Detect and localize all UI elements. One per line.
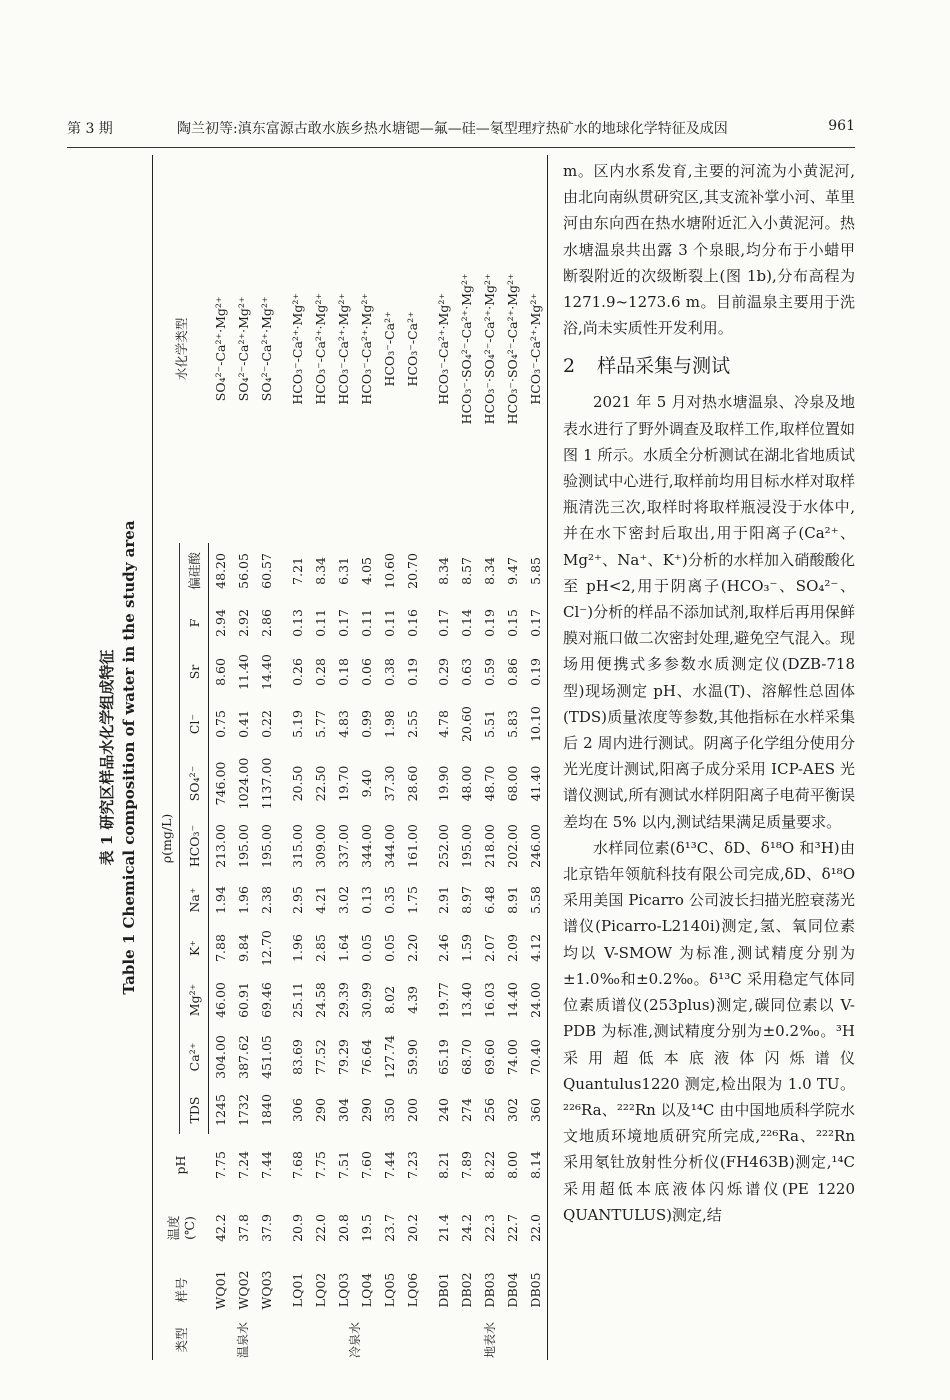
table-cell: 7.89 — [459, 1151, 474, 1179]
table-cell: 20.60 — [459, 706, 474, 742]
table-cell: 240 — [436, 1098, 451, 1122]
table-cell: 20.50 — [290, 765, 305, 802]
table-row — [332, 155, 355, 1360]
table-cell: 16.03 — [482, 982, 497, 1018]
table-cell: 23.7 — [382, 1214, 397, 1242]
header-sample: 样号 — [153, 1260, 209, 1320]
header-f: F — [180, 599, 209, 647]
table-cell: 9.84 — [236, 934, 251, 962]
table-cell: 76.64 — [359, 1039, 374, 1075]
table-cell: 0.05 — [359, 934, 374, 962]
group-label: 地表水 — [424, 1320, 548, 1360]
table-cell: 309.00 — [313, 824, 328, 868]
sample-id-cell: LQ02 — [313, 1272, 328, 1308]
table-cell: 25.11 — [290, 982, 305, 1018]
table-cell: 24.58 — [313, 982, 328, 1018]
sample-id-cell: LQ06 — [405, 1272, 420, 1308]
table-cell: 22.50 — [313, 765, 328, 802]
table-cell: 7.60 — [359, 1151, 374, 1179]
header-concentration-unit: ρ(mg/L) — [153, 543, 180, 1134]
table-row — [355, 155, 378, 1360]
table-cell: 20.2 — [405, 1214, 420, 1242]
table-cell: 20.9 — [290, 1214, 305, 1242]
table-cell: 350 — [382, 1098, 397, 1122]
header-mg: Mg²⁺ — [180, 972, 209, 1028]
table-cell: 8.34 — [313, 557, 328, 585]
table-cell: 337.00 — [336, 824, 351, 868]
table-row — [424, 155, 455, 1360]
table-cell: 0.29 — [436, 658, 451, 686]
table-cell: 8.02 — [382, 986, 397, 1014]
table-cell: 48.20 — [213, 553, 228, 589]
table-cell: 0.41 — [236, 710, 251, 738]
table-cell: 195.00 — [459, 824, 474, 868]
table-cell: HCO₃⁻-Ca²⁺·Mg²⁺ — [359, 293, 374, 405]
table-cell: 1024.00 — [236, 757, 251, 810]
table-cell: 11.40 — [236, 654, 251, 690]
sample-id-cell: DB01 — [436, 1272, 451, 1308]
table-cell: 7.24 — [236, 1151, 251, 1179]
table-cell: SO₄²⁻-Ca²⁺·Mg²⁺ — [212, 296, 228, 402]
table-cell: 0.28 — [313, 658, 328, 686]
table-cell: 161.00 — [405, 824, 420, 868]
sample-id-cell: LQ01 — [290, 1272, 305, 1308]
table-cell: 24.2 — [459, 1214, 474, 1242]
table-cell: HCO₃⁻-Ca²⁺·Mg²⁺ — [313, 293, 328, 405]
table-cell: HCO₃⁻-Ca²⁺ — [405, 311, 420, 387]
table-cell: HCO₃⁻-Ca²⁺ — [382, 311, 397, 387]
table-cell: 246.00 — [524, 816, 548, 876]
table-cell: 1245 — [213, 1094, 228, 1126]
table-cell: HCO₃⁻·SO₄²⁻-Ca²⁺·Mg²⁺ — [482, 273, 497, 425]
table-cell: 19.5 — [359, 1214, 374, 1242]
table-cell: 7.75 — [212, 1151, 228, 1179]
table-cell: 746.00 — [213, 761, 228, 806]
table-row — [309, 155, 332, 1360]
table-cell: 8.60 — [213, 658, 228, 686]
table-cell: 5.77 — [313, 710, 328, 738]
table-cell: 252.00 — [436, 824, 451, 868]
table-cell: 60.57 — [259, 553, 274, 589]
table-cell: 48.00 — [459, 765, 474, 802]
table-cell: 4.12 — [524, 924, 548, 972]
table-cell: 6.31 — [336, 557, 351, 585]
table-cell: 20.70 — [405, 553, 420, 589]
table-cell: 5.58 — [524, 876, 548, 924]
table-cell: 8.14 — [524, 1134, 548, 1196]
table-cell: 22.0 — [524, 1196, 548, 1260]
table-cell: 0.38 — [382, 658, 397, 686]
table-row — [524, 155, 548, 1360]
sample-id-cell: LQ05 — [382, 1272, 397, 1308]
table-cell: 0.22 — [259, 710, 274, 738]
table-cell: 0.14 — [459, 609, 474, 637]
header-tds: TDS — [180, 1086, 209, 1134]
table-cell: 60.91 — [236, 982, 251, 1018]
table-cell: 30.99 — [359, 982, 374, 1018]
table-cell: 8.97 — [459, 886, 474, 914]
table-cell: 13.40 — [459, 982, 474, 1018]
table-cell: 1.94 — [213, 886, 228, 914]
table-cell: 0.06 — [359, 658, 374, 686]
sample-id-cell: WQ02 — [236, 1270, 251, 1310]
table-cell: 4.83 — [336, 710, 351, 738]
table-row — [255, 155, 278, 1360]
table-cell: 12.70 — [259, 930, 274, 966]
table-cell: HCO₃⁻-Ca²⁺·Mg²⁺ — [290, 293, 305, 405]
table-cell: 7.88 — [213, 934, 228, 962]
table-cell: 2.55 — [405, 710, 420, 738]
table-cell: 5.19 — [290, 710, 305, 738]
table-cell: 68.70 — [459, 1039, 474, 1075]
table-cell: 0.75 — [213, 710, 228, 738]
table-cell: 0.17 — [336, 609, 351, 637]
sample-id-cell: DB04 — [505, 1272, 520, 1308]
section-heading — [563, 351, 855, 381]
table-cell: 69.60 — [482, 1039, 497, 1075]
table-cell: 127.74 — [382, 1035, 397, 1079]
sample-id-cell: WQ03 — [259, 1270, 274, 1310]
table-cell: 0.19 — [524, 647, 548, 697]
table-row — [455, 155, 478, 1360]
table-cell: 7.44 — [259, 1151, 274, 1179]
table-cell: 2.91 — [436, 886, 451, 914]
table-body — [209, 155, 548, 1360]
table-area — [80, 155, 550, 1360]
table-cell: HCO₃⁻-Ca²⁺·Mg²⁺ — [524, 155, 548, 543]
table-cell: 3.02 — [336, 886, 351, 914]
table-cell: 1732 — [236, 1094, 251, 1126]
header-ph: pH — [153, 1134, 209, 1196]
table-cell: 0.19 — [482, 609, 497, 637]
table-cell: 10.60 — [382, 553, 397, 589]
table-cell: 213.00 — [213, 824, 228, 868]
table-cell: 19.77 — [436, 982, 451, 1018]
table-cell: SO₄²⁻-Ca²⁺·Mg²⁺ — [259, 296, 274, 402]
section-number: 2 — [563, 355, 576, 378]
group-label: 冷泉水 — [348, 1322, 362, 1359]
table-cell: 5.83 — [505, 710, 520, 738]
table-caption-en: Table 1 Chemical composition of water in the study area — [120, 520, 138, 995]
table-cell: 1.75 — [405, 886, 420, 914]
table-cell: 1.96 — [236, 886, 251, 914]
table-cell: 65.19 — [436, 1039, 451, 1075]
table-cell: 8.00 — [505, 1151, 520, 1179]
table-cell: 304 — [336, 1098, 351, 1122]
table-cell: 195.00 — [236, 824, 251, 868]
table-cell: HCO₃⁻·SO₄²⁻-Ca²⁺·Mg²⁺ — [459, 273, 474, 425]
table-cell: 8.57 — [459, 557, 474, 585]
table-row — [278, 155, 309, 1360]
table-cell: 68.00 — [505, 765, 520, 802]
sample-id-cell: LQ04 — [359, 1272, 374, 1308]
table-cell: 306 — [290, 1098, 305, 1122]
table-cell: 29.39 — [336, 982, 351, 1018]
table-cell: 2.85 — [313, 934, 328, 962]
table-cell: 37.9 — [259, 1214, 274, 1242]
table-cell: 5.85 — [524, 543, 548, 599]
table-cell: 290 — [313, 1098, 328, 1122]
table-cell: 74.00 — [505, 1039, 520, 1075]
sample-id-cell: DB02 — [459, 1272, 474, 1308]
sample-id-cell: DB05 — [524, 1260, 548, 1320]
table-row — [478, 155, 501, 1360]
table-cell: 9.40 — [359, 769, 374, 798]
table-cell: 0.26 — [290, 658, 305, 686]
table-cell: 0.19 — [405, 658, 420, 686]
table-cell: 37.30 — [382, 765, 397, 802]
table-cell: 7.68 — [290, 1151, 305, 1179]
header-h2sio3: 偏硅酸 — [180, 543, 209, 599]
table-cell: 302 — [505, 1098, 520, 1122]
header-rule — [67, 147, 855, 148]
table-cell: SO₄²⁻-Ca²⁺·Mg²⁺ — [236, 296, 251, 402]
table-cell: 5.51 — [482, 710, 497, 738]
issue-label: 第 3 期 — [67, 121, 113, 137]
table-cell: 70.40 — [524, 1028, 548, 1086]
sample-id-cell: DB03 — [482, 1272, 497, 1308]
section-title: 样品采集与测试 — [597, 355, 731, 378]
sample-id-cell: LQ03 — [336, 1272, 351, 1308]
table-cell: 1.96 — [290, 934, 305, 962]
table-cell: 4.21 — [313, 886, 328, 914]
table-cell: 2.95 — [290, 886, 305, 914]
table-cell: 7.44 — [382, 1151, 397, 1179]
table-cell: 2.09 — [505, 934, 520, 962]
table-cell: 2.46 — [436, 934, 451, 962]
table-cell: 83.69 — [290, 1039, 305, 1075]
paragraph-3: 水样同位素(δ¹³C、δD、δ¹⁸O 和³H)由北京锆年领航科技有限公司完成,δD、δ¹⁸O 采用美国 Picarro 公司波长扫描光腔衰荡光谱仪(Picarro-L2140i)测定,氢、氧同位素均以 V-SMOW 为标准,测试精度分别为±1.0‰和±0.2‰。δ¹³C 采用稳定气体同位素质谱仪(253plus)测定,碳同位素以 V-PDB 为标准,测试精度分别为±0.2‰。³H 采用超低本底液体闪烁谱仪 Quantulus1220 测定,检出限为 1.0 TU。²²⁶Ra、²²²Rn 以及¹⁴C 由中国地质科学院水文地质环境地质研究所完成,²²⁶Ra、²²²Rn 采用氡钍放射性分析仪(FH463B)测定,¹⁴C 采用超低本底液体闪烁谱仪(PE 1220 QUANTULUS)测定,结 — [563, 838, 855, 1224]
table-cell: 8.21 — [436, 1151, 451, 1179]
table-cell: 2.86 — [259, 609, 274, 637]
rotated-table — [80, 155, 550, 1360]
table-cell: 195.00 — [259, 824, 274, 868]
table-cell: 304.00 — [213, 1035, 228, 1079]
table-cell: 0.11 — [382, 609, 397, 637]
table-cell: 4.05 — [359, 557, 374, 585]
header-temp-unit: (℃) — [182, 1216, 198, 1240]
table-cell: 77.52 — [313, 1039, 328, 1075]
table-row — [501, 155, 524, 1360]
table-cell: 22.0 — [313, 1214, 328, 1242]
table-cell: 4.39 — [405, 986, 420, 1014]
table-cell: 2.20 — [405, 934, 420, 962]
table-cell: 0.16 — [405, 609, 420, 637]
table-cell: 451.05 — [259, 1035, 274, 1079]
paragraph-1: m。区内水系发育,主要的河流为小黄泥河,由北向南纵贯研究区,其支流补掌小河、革里河由东向西在热水塘附近汇入小黄泥河。热水塘温泉共出露 3 个泉眼,均分布于小蜡甲断裂附近的次级断裂上(图 1b),分布高程为 1271.9~1273.6 m。目前温泉主要用于洗浴,尚未实质性开发利用。 — [563, 162, 855, 338]
table-cell: 42.2 — [212, 1214, 228, 1242]
table-cell: 7.21 — [290, 557, 305, 585]
header-ca: Ca²⁺ — [180, 1028, 209, 1086]
table-cell: 0.13 — [359, 886, 374, 914]
table-cell: 28.60 — [405, 765, 420, 802]
table-cell: 0.11 — [359, 609, 374, 637]
table-cell: 59.90 — [405, 1039, 420, 1075]
table-cell: HCO₃⁻-Ca²⁺·Mg²⁺ — [436, 293, 451, 405]
table-cell: 41.40 — [524, 751, 548, 816]
table-cell: 315.00 — [290, 824, 305, 868]
table-cell: 0.17 — [524, 599, 548, 647]
table-row — [232, 155, 255, 1360]
table-cell: 0.86 — [505, 658, 520, 686]
table-cell: 4.78 — [436, 710, 451, 738]
table-cell: 0.59 — [482, 658, 497, 686]
table-cell: 0.13 — [290, 609, 305, 637]
table-cell: 0.99 — [359, 710, 374, 738]
header-cl: Cl⁻ — [180, 697, 209, 751]
table-cell: 9.47 — [505, 557, 520, 585]
table-cell: 14.40 — [505, 982, 520, 1018]
table-cell: 21.4 — [436, 1214, 451, 1242]
table-row — [209, 155, 233, 1360]
table-caption-cn: 表 1 研究区样品水化学组成特征 — [98, 649, 116, 866]
table-cell: 0.63 — [459, 658, 474, 686]
body-text-column — [563, 158, 855, 1228]
table-cell: 7.75 — [313, 1151, 328, 1179]
table-cell: 8.22 — [482, 1151, 497, 1179]
table-cell: 20.8 — [336, 1214, 351, 1242]
table-cell: 79.29 — [336, 1039, 351, 1075]
table-cell: HCO₃⁻·SO₄²⁻-Ca²⁺·Mg²⁺ — [505, 273, 520, 425]
table-cell: 56.05 — [236, 553, 251, 589]
table-cell: 0.11 — [313, 609, 328, 637]
table-cell: 1.64 — [336, 934, 351, 962]
table-cell: 344.00 — [382, 824, 397, 868]
table-cell: 22.3 — [482, 1214, 497, 1242]
page-number: 961 — [828, 118, 855, 134]
table-cell: 37.8 — [236, 1214, 251, 1242]
table-cell: 6.48 — [482, 886, 497, 914]
table-cell: 7.51 — [336, 1151, 351, 1179]
table-cell: 48.70 — [482, 765, 497, 802]
table-cell: 2.38 — [259, 886, 274, 914]
group-label: 温泉水 — [236, 1322, 251, 1359]
header-hydro-type: 水化学类型 — [153, 155, 209, 543]
table-row — [401, 155, 424, 1360]
table-cell: 1137.00 — [259, 757, 274, 810]
table-cell: 218.00 — [482, 824, 497, 868]
header-hco3: HCO₃⁻ — [180, 816, 209, 876]
table-cell: 0.18 — [336, 658, 351, 686]
table-cell: 8.91 — [505, 886, 520, 914]
header-so4: SO₄²⁻ — [180, 751, 209, 816]
table-cell: 360 — [524, 1086, 548, 1134]
table-cell: 1.98 — [382, 710, 397, 738]
table-cell: 46.00 — [213, 982, 228, 1018]
running-title: 陶兰初等:滇东富源古敢水族乡热水塘锶—氟—硅—氡型理疗热矿水的地球化学特征及成因 — [177, 121, 728, 137]
header-temperature — [153, 1196, 209, 1260]
table-cell: 19.70 — [336, 765, 351, 802]
table-cell: 2.94 — [213, 609, 228, 637]
table-cell: 344.00 — [359, 824, 374, 868]
table-cell: 256 — [482, 1098, 497, 1122]
table-cell: 274 — [459, 1098, 474, 1122]
header-temp-label: 温度 — [166, 1215, 182, 1241]
sample-id-cell: WQ01 — [212, 1270, 228, 1310]
running-header — [67, 118, 855, 138]
header-k: K⁺ — [180, 924, 209, 972]
table-cell: 14.40 — [259, 654, 274, 690]
table-cell: 0.15 — [505, 609, 520, 637]
table-cell: 1.59 — [459, 934, 474, 962]
header-na: Na⁺ — [180, 876, 209, 924]
table-cell: 22.7 — [505, 1214, 520, 1242]
table-cell: 24.00 — [524, 972, 548, 1028]
table-cell: 2.92 — [236, 609, 251, 637]
header-sr: Sr — [180, 647, 209, 697]
table-cell: HCO₃⁻-Ca²⁺·Mg²⁺ — [336, 293, 351, 405]
table-cell: 8.34 — [482, 557, 497, 585]
table-cell: 10.10 — [524, 697, 548, 751]
table-cell: 0.35 — [382, 886, 397, 914]
table-cell: 19.90 — [436, 765, 451, 802]
table-cell: 200 — [405, 1098, 420, 1122]
table-row — [378, 155, 401, 1360]
paragraph-2: 2021 年 5 月对热水塘温泉、冷泉及地表水进行了野外调查及取样工作,取样位置如图 1 所示。水质全分析测试在湖北省地质试验测试中心进行,取样前均用目标水样对取样瓶清洗三次,取样时将取样瓶浸没于水体中,并在水下密封后取出,用于阳离子(Ca²⁺、Mg²⁺、Na⁺、K⁺)分析的水样加入硝酸酸化至 pH<2,用于阴离子(HCO₃⁻、SO₄²⁻、Cl⁻)分析的样品不添加试剂,取样后再用保鲜膜对瓶口做二次密封处理,避免空气混入。现场用便携式多参数水质测定仪(DZB-718 型)现场测定 pH、水温(T)、溶解性总固体(TDS)质量浓度等参数,其他指标在水样采集后 2 周内进行测试。阴离子化学组分使用分光光度计测试,阳离子成分采用 ICP-AES 光谱仪测试,所有测试水样阴阳离子电荷平衡误差均在 5% 以内,测试结果满足质量要求。 — [563, 393, 855, 831]
table-cell: 2.07 — [482, 934, 497, 962]
table-cell: 0.05 — [382, 934, 397, 962]
table-cell: 387.62 — [236, 1035, 251, 1079]
header-type: 类型 — [153, 1320, 209, 1360]
table-cell: 290 — [359, 1098, 374, 1122]
table-cell: 0.17 — [436, 609, 451, 637]
data-table — [152, 155, 548, 1360]
table-cell: 1840 — [259, 1094, 274, 1126]
table-cell: 8.34 — [436, 557, 451, 585]
table-cell: 69.46 — [259, 982, 274, 1018]
table-cell: 202.00 — [505, 824, 520, 868]
table-cell: 7.23 — [405, 1151, 420, 1179]
